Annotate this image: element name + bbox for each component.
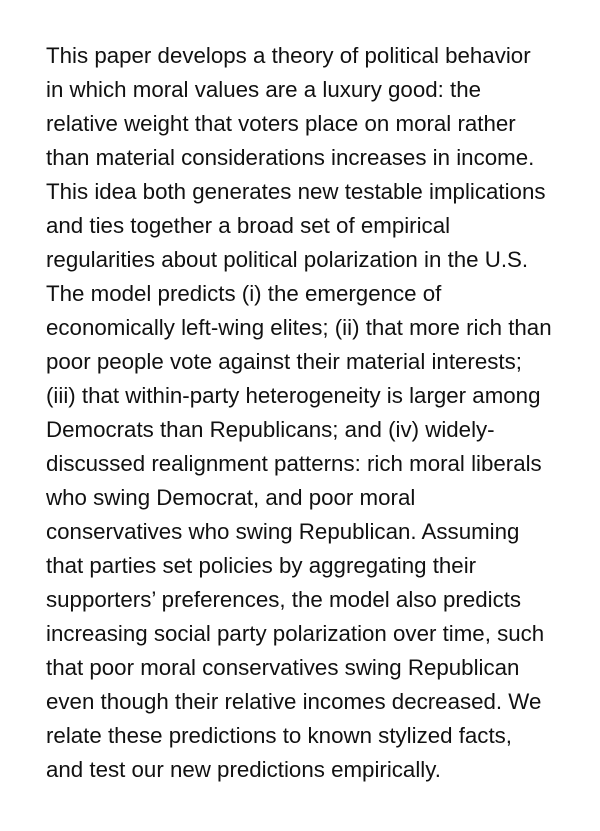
abstract-line: The model predicts (i) the emergence of bbox=[46, 281, 442, 306]
abstract-line: that poor moral conservatives swing Republican bbox=[46, 655, 520, 680]
abstract-line: that parties set policies by aggregating their bbox=[46, 553, 477, 578]
abstract-line: and test our new predictions empirically. bbox=[46, 757, 441, 782]
abstract-line: Democrats than Republicans; and (iv) widely- bbox=[46, 417, 495, 442]
abstract-line: discussed realignment patterns: rich moral liberals bbox=[46, 451, 542, 476]
abstract-line: conservatives who swing Republican. Assuming bbox=[46, 519, 520, 544]
abstract-line: This paper develops a theory of political behavior bbox=[46, 43, 531, 68]
abstract-line: regularities about political polarization in the U.S. bbox=[46, 247, 529, 272]
abstract-line: who swing Democrat, and poor moral bbox=[46, 485, 416, 510]
abstract-line: and ties together a broad set of empirical bbox=[46, 213, 451, 238]
abstract-paragraph bbox=[46, 39, 576, 787]
abstract-line: poor people vote against their material interests; bbox=[46, 349, 522, 374]
abstract-line: in which moral values are a luxury good: the bbox=[46, 77, 482, 102]
abstract-line: economically left-wing elites; (ii) that more rich than bbox=[46, 315, 552, 340]
abstract-line: relate these predictions to known stylized facts, bbox=[46, 723, 512, 748]
abstract-line: (iii) that within-party heterogeneity is larger among bbox=[46, 383, 541, 408]
abstract-line: relative weight that voters place on moral rather bbox=[46, 111, 516, 136]
abstract-line: than material considerations increases in income. bbox=[46, 145, 535, 170]
abstract-line: supporters’ preferences, the model also predicts bbox=[46, 587, 522, 612]
abstract-line: increasing social party polarization over time, such bbox=[46, 621, 545, 646]
abstract-line: This idea both generates new testable implications bbox=[46, 179, 546, 204]
abstract-line: even though their relative incomes decreased. We bbox=[46, 689, 542, 714]
